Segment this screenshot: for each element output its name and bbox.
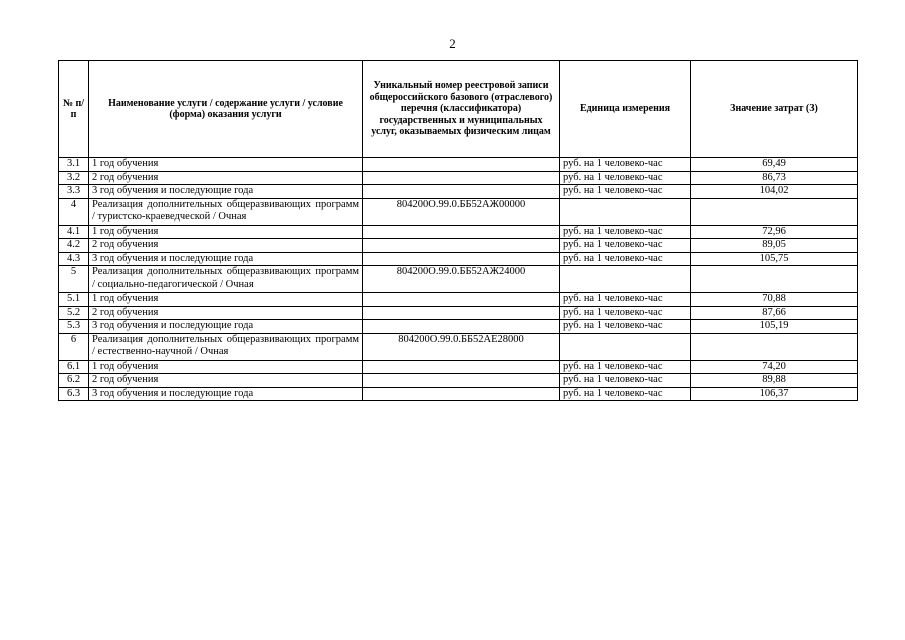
table-body [59, 158, 858, 401]
row-service-name: 3 год обучения и последующие года [89, 185, 363, 199]
page-number: 2 [449, 36, 456, 51]
row-num: 4 [59, 198, 89, 225]
row-cost-value [691, 333, 858, 360]
row-num: 3.3 [59, 185, 89, 199]
table-row [59, 266, 858, 293]
table-row [59, 185, 858, 199]
table-row [59, 360, 858, 374]
row-service-name: 2 год обучения [89, 171, 363, 185]
table-row [59, 293, 858, 307]
row-unit: руб. на 1 человеко-час [560, 320, 691, 334]
table-row [59, 239, 858, 253]
row-cost-value: 87,66 [691, 306, 858, 320]
row-registry-code [363, 171, 560, 185]
row-unit: руб. на 1 человеко-час [560, 306, 691, 320]
row-unit: руб. на 1 человеко-час [560, 252, 691, 266]
row-num: 6 [59, 333, 89, 360]
row-cost-value: 106,37 [691, 387, 858, 401]
row-unit [560, 333, 691, 360]
row-service-name: Реализация дополнительных общеразвивающих программ / социально-педагогической / Очная [89, 266, 363, 293]
row-cost-value: 104,02 [691, 185, 858, 199]
row-num: 4.2 [59, 239, 89, 253]
row-num: 4.3 [59, 252, 89, 266]
row-unit: руб. на 1 человеко-час [560, 360, 691, 374]
row-unit: руб. на 1 человеко-час [560, 239, 691, 253]
row-service-name: 3 год обучения и последующие года [89, 387, 363, 401]
header-num: № п/п [59, 61, 89, 158]
row-cost-value: 89,88 [691, 374, 858, 388]
row-unit: руб. на 1 человеко-час [560, 293, 691, 307]
row-num: 5.1 [59, 293, 89, 307]
row-cost-value: 72,96 [691, 225, 858, 239]
row-registry-code [363, 158, 560, 172]
row-num: 3.1 [59, 158, 89, 172]
header-unit: Единица измерения [560, 61, 691, 158]
row-service-name: 2 год обучения [89, 306, 363, 320]
table-row [59, 171, 858, 185]
row-cost-value: 70,88 [691, 293, 858, 307]
row-registry-code [363, 387, 560, 401]
header-registry: Уникальный номер реестровой записи общероссийского базового (отраслевого) перечня (классификатора) государственных и муниципальных услуг, оказываемых физическим лицам [363, 61, 560, 158]
table-header-row [59, 61, 858, 158]
row-num: 6.1 [59, 360, 89, 374]
table-row [59, 306, 858, 320]
row-unit: руб. на 1 человеко-час [560, 225, 691, 239]
row-service-name: 3 год обучения и последующие года [89, 320, 363, 334]
table-row [59, 252, 858, 266]
row-unit: руб. на 1 человеко-час [560, 171, 691, 185]
header-name: Наименование услуги / содержание услуги / условие (форма) оказания услуги [89, 61, 363, 158]
row-num: 5.3 [59, 320, 89, 334]
row-service-name: Реализация дополнительных общеразвивающих программ / туристско-краеведческой / Очная [89, 198, 363, 225]
row-unit: руб. на 1 человеко-час [560, 185, 691, 199]
table-row [59, 158, 858, 172]
row-registry-code [363, 360, 560, 374]
row-service-name: 1 год обучения [89, 360, 363, 374]
row-cost-value [691, 266, 858, 293]
cost-table [58, 60, 858, 401]
row-registry-code [363, 185, 560, 199]
row-num: 6.2 [59, 374, 89, 388]
table-row [59, 374, 858, 388]
row-num: 5 [59, 266, 89, 293]
row-service-name: Реализация дополнительных общеразвивающих программ / естественно-научной / Очная [89, 333, 363, 360]
table-row [59, 320, 858, 334]
row-registry-code [363, 293, 560, 307]
row-num: 4.1 [59, 225, 89, 239]
row-registry-code [363, 320, 560, 334]
row-unit [560, 198, 691, 225]
table-row [59, 333, 858, 360]
row-unit: руб. на 1 человеко-час [560, 158, 691, 172]
row-registry-code [363, 225, 560, 239]
row-service-name: 2 год обучения [89, 374, 363, 388]
row-cost-value: 105,19 [691, 320, 858, 334]
row-service-name: 1 год обучения [89, 225, 363, 239]
row-service-name: 3 год обучения и последующие года [89, 252, 363, 266]
row-registry-code [363, 306, 560, 320]
table-row [59, 387, 858, 401]
row-registry-code [363, 252, 560, 266]
row-num: 6.3 [59, 387, 89, 401]
row-registry-code [363, 374, 560, 388]
header-value: Значение затрат (З) [691, 61, 858, 158]
row-cost-value: 74,20 [691, 360, 858, 374]
row-registry-code [363, 239, 560, 253]
row-num: 5.2 [59, 306, 89, 320]
row-service-name: 1 год обучения [89, 293, 363, 307]
row-cost-value: 69,49 [691, 158, 858, 172]
row-unit: руб. на 1 человеко-час [560, 374, 691, 388]
row-cost-value [691, 198, 858, 225]
row-cost-value: 105,75 [691, 252, 858, 266]
row-unit [560, 266, 691, 293]
row-cost-value: 86,73 [691, 171, 858, 185]
table-row [59, 225, 858, 239]
row-service-name: 1 год обучения [89, 158, 363, 172]
row-registry-code: 804200О.99.0.ББ52АЕ28000 [363, 333, 560, 360]
row-registry-code: 804200О.99.0.ББ52АЖ00000 [363, 198, 560, 225]
table-row [59, 198, 858, 225]
row-cost-value: 89,05 [691, 239, 858, 253]
row-registry-code: 804200О.99.0.ББ52АЖ24000 [363, 266, 560, 293]
row-unit: руб. на 1 человеко-час [560, 387, 691, 401]
row-service-name: 2 год обучения [89, 239, 363, 253]
row-num: 3.2 [59, 171, 89, 185]
